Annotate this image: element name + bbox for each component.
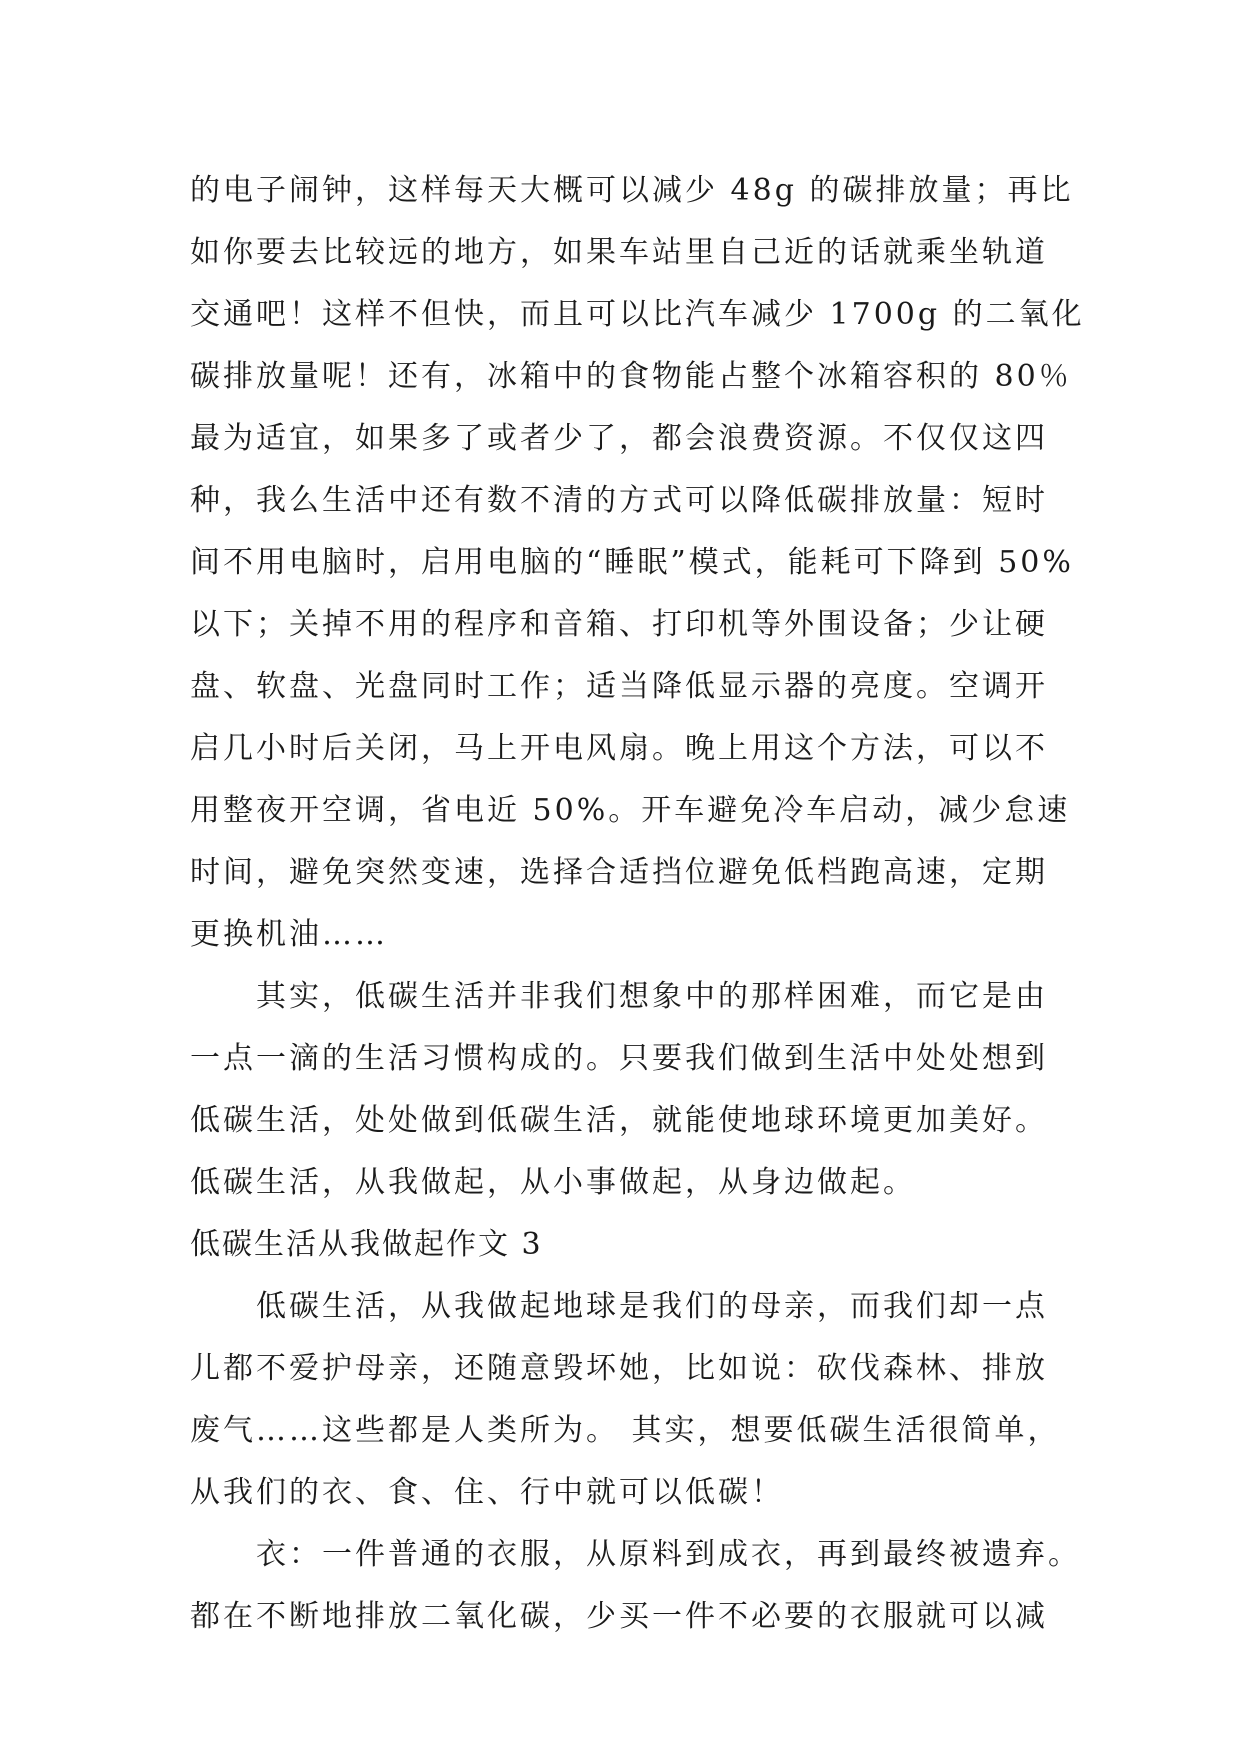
text-line: 低碳生活，从我做起，从小事做起，从身边做起。: [190, 1165, 916, 1200]
paragraph-start-line: 衣：一件普通的衣服，从原料到成衣，再到最终被遗弃。: [256, 1537, 1081, 1572]
text-line: 从我们的衣、食、住、行中就可以低碳！: [190, 1475, 784, 1510]
essay-body: [190, 160, 1090, 1648]
section-heading: 低碳生活从我做起作文 3: [190, 1227, 543, 1262]
text-line: 低碳生活，处处做到低碳生活，就能使地球环境更加美好。: [190, 1103, 1048, 1138]
text-line: 间不用电脑时，启用电脑的“睡眠”模式，能耗可下降到 50%: [190, 545, 1074, 580]
paragraph-start-line: 低碳生活，从我做起地球是我们的母亲，而我们却一点: [256, 1289, 1048, 1324]
paragraph-start-line: 其实，低碳生活并非我们想象中的那样困难，而它是由: [256, 979, 1048, 1014]
text-line: 种，我么生活中还有数不清的方式可以降低碳排放量：短时: [190, 483, 1048, 518]
text-line: 碳排放量呢！还有，冰箱中的食物能占整个冰箱容积的 80％: [190, 359, 1072, 394]
text-line: 时间，避免突然变速，选择合适挡位避免低档跑高速，定期: [190, 855, 1048, 890]
text-line: 盘、软盘、光盘同时工作；适当降低显示器的亮度。空调开: [190, 669, 1048, 704]
text-line: 用整夜开空调，省电近 50%。开车避免冷车启动，减少怠速: [190, 793, 1071, 828]
text-line: 一点一滴的生活习惯构成的。只要我们做到生活中处处想到: [190, 1041, 1048, 1076]
text-line: 以下；关掉不用的程序和音箱、打印机等外围设备；少让硬: [190, 607, 1048, 642]
text-line: 废气……这些都是人类所为。 其实，想要低碳生活很简单，: [190, 1413, 1061, 1448]
text-line: 交通吧！这样不但快，而且可以比汽车减少 1700g 的二氧化: [190, 297, 1085, 332]
text-line: 最为适宜，如果多了或者少了，都会浪费资源。不仅仅这四: [190, 421, 1048, 456]
text-line: 儿都不爱护母亲，还随意毁坏她，比如说：砍伐森林、排放: [190, 1351, 1048, 1386]
text-line: 如你要去比较远的地方，如果车站里自己近的话就乘坐轨道: [190, 235, 1048, 270]
text-line: 都在不断地排放二氧化碳，少买一件不必要的衣服就可以减: [190, 1599, 1048, 1634]
text-line: 的电子闹钟，这样每天大概可以减少 48g 的碳排放量；再比: [190, 173, 1074, 208]
text-line: 更换机油……: [190, 917, 388, 952]
text-line: 启几小时后关闭，马上开电风扇。晚上用这个方法，可以不: [190, 731, 1048, 766]
